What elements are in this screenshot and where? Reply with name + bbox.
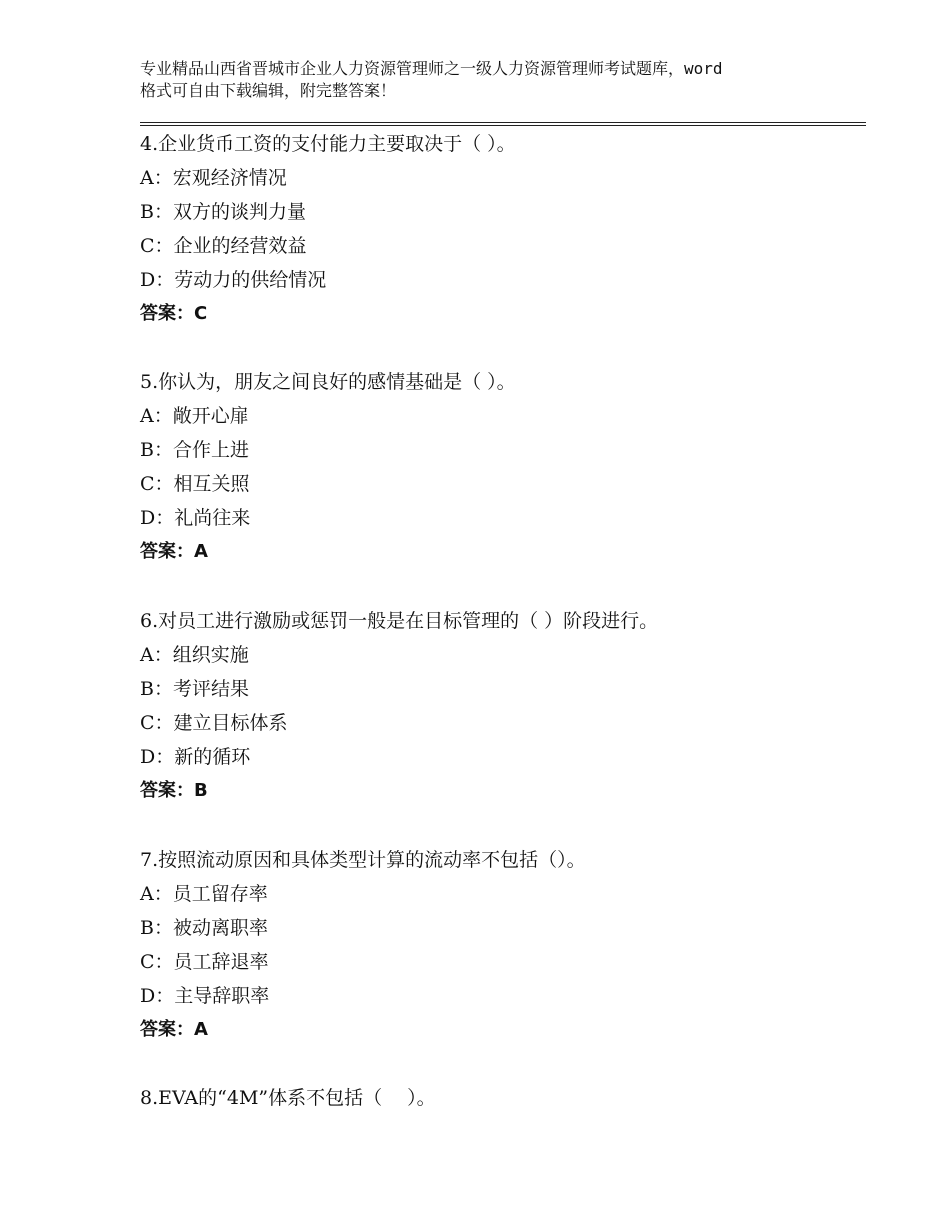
header-divider-second bbox=[140, 125, 866, 126]
question-stem: 8.EVA的“4M”体系不包括（ ）。 bbox=[140, 1087, 436, 1109]
option-a: A：员工留存率 bbox=[140, 883, 268, 905]
option-b: B：考评结果 bbox=[140, 678, 249, 700]
option-c: C：企业的经营效益 bbox=[140, 235, 307, 257]
question-5 bbox=[140, 365, 860, 569]
option-d: D：劳动力的供给情况 bbox=[140, 269, 327, 291]
question-stem: 5.你认为，朋友之间良好的感情基础是（ ）。 bbox=[140, 371, 516, 393]
option-a: A：宏观经济情况 bbox=[140, 167, 287, 189]
option-c: C：相互关照 bbox=[140, 473, 250, 495]
answer: 答案：A bbox=[140, 1019, 208, 1040]
answer: 答案：A bbox=[140, 541, 208, 562]
option-a: A：组织实施 bbox=[140, 644, 249, 666]
question-stem: 7.按照流动原因和具体类型计算的流动率不包括（）。 bbox=[140, 849, 586, 871]
option-d: D：主导辞职率 bbox=[140, 985, 270, 1007]
option-c: C：员工辞退率 bbox=[140, 951, 269, 973]
document-header bbox=[140, 58, 840, 102]
question-stem: 4.企业货币工资的支付能力主要取决于（ ）。 bbox=[140, 133, 516, 155]
option-b: B：合作上进 bbox=[140, 439, 249, 461]
answer: 答案：C bbox=[140, 303, 208, 324]
option-d: D：礼尚往来 bbox=[140, 507, 251, 529]
answer: 答案：B bbox=[140, 780, 208, 801]
question-7 bbox=[140, 843, 860, 1047]
header-line-2: 格式可自由下载编辑，附完整答案！ bbox=[140, 81, 397, 100]
question-6 bbox=[140, 604, 860, 808]
header-divider bbox=[140, 122, 866, 123]
option-b: B：双方的谈判力量 bbox=[140, 201, 306, 223]
option-a: A：敞开心扉 bbox=[140, 405, 249, 427]
question-8 bbox=[140, 1081, 860, 1115]
question-stem: 6.对员工进行激励或惩罚一般是在目标管理的（ ）阶段进行。 bbox=[140, 610, 659, 632]
option-b: B：被动离职率 bbox=[140, 917, 268, 939]
option-c: C：建立目标体系 bbox=[140, 712, 288, 734]
header-line-1: 专业精品山西省晋城市企业人力资源管理师之一级人力资源管理师考试题库，word bbox=[140, 59, 723, 78]
option-d: D：新的循环 bbox=[140, 746, 251, 768]
question-4 bbox=[140, 127, 860, 331]
